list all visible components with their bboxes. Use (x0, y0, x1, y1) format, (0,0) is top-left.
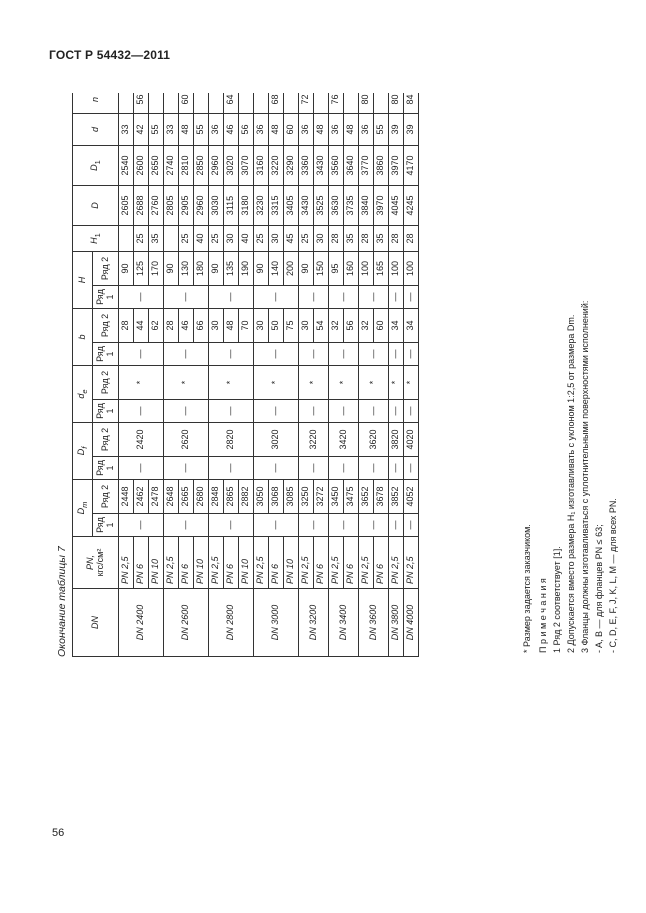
table-row (299, 93, 314, 657)
cell-h2: 200 (284, 252, 299, 286)
cell-d: 2760 (149, 186, 164, 226)
cell-b1: — (119, 343, 164, 366)
header-n: n (73, 93, 119, 114)
cell-d: 2960 (194, 186, 209, 226)
cell-df1: — (209, 457, 254, 480)
cell-b2: 50 (269, 309, 284, 343)
cell-ds: 36 (209, 114, 224, 146)
cell-b2: 56 (344, 309, 359, 343)
header-pn: PN, кгс/см² (73, 537, 119, 589)
cell-d1: 3770 (359, 146, 374, 186)
cell-n (344, 93, 359, 114)
cell-pn: PN 2,5 (209, 537, 224, 589)
cell-h1v: — (164, 286, 209, 309)
cell-d1: 3970 (389, 146, 404, 186)
cell-dm2: 3272 (314, 480, 329, 514)
cell-n: 60 (179, 93, 194, 114)
cell-de1: — (404, 400, 419, 423)
cell-d1: 2600 (134, 146, 149, 186)
cell-df2: 2620 (164, 423, 209, 457)
cell-df1: — (359, 457, 389, 480)
header-d: D (73, 186, 119, 226)
cell-h2: 170 (149, 252, 164, 286)
cell-n: 80 (389, 93, 404, 114)
cell-h2: 95 (329, 252, 344, 286)
cell-de1: — (254, 400, 299, 423)
cell-pn: PN 2,5 (359, 537, 374, 589)
cell-b2: 60 (374, 309, 389, 343)
cell-ds: 55 (194, 114, 209, 146)
cell-n: 80 (359, 93, 374, 114)
cell-de1: — (329, 400, 359, 423)
table-row (209, 93, 224, 657)
cell-dm2: 3068 (269, 480, 284, 514)
cell-df1: — (389, 457, 404, 480)
cell-ds: 48 (314, 114, 329, 146)
cell-dm2: 2680 (194, 480, 209, 514)
cell-dn: DN 3600 (359, 589, 389, 657)
cell-de1: — (389, 400, 404, 423)
cell-pn: PN 2,5 (164, 537, 179, 589)
subheader-b-row2: Ряд 2 (93, 309, 119, 343)
cell-hh1: 25 (179, 226, 194, 252)
cell-ds: 36 (329, 114, 344, 146)
subheader-dm-row1: Ряд 1 (93, 514, 119, 537)
cell-h2: 100 (404, 252, 419, 286)
cell-b2: 44 (134, 309, 149, 343)
cell-dn: DN 2400 (119, 589, 164, 657)
cell-dn: DN 2600 (164, 589, 209, 657)
cell-de1: — (299, 400, 329, 423)
cell-h2: 90 (119, 252, 134, 286)
table-row (359, 93, 374, 657)
header-d-small: d (73, 114, 119, 146)
cell-de2: * (164, 366, 209, 400)
rotated-table-region (56, 93, 630, 827)
cell-dm2: 3852 (389, 480, 404, 514)
cell-ds: 36 (299, 114, 314, 146)
cell-b2: 75 (284, 309, 299, 343)
cell-b2: 30 (299, 309, 314, 343)
cell-dm1: — (254, 514, 299, 537)
cell-d1: 2740 (164, 146, 179, 186)
cell-dn: DN 3400 (329, 589, 359, 657)
cell-n (314, 93, 329, 114)
cell-d1: 3640 (344, 146, 359, 186)
cell-hh1: 35 (344, 226, 359, 252)
cell-hh1: 35 (374, 226, 389, 252)
cell-dm1: — (404, 514, 419, 537)
cell-b2: 34 (404, 309, 419, 343)
table-row (404, 93, 419, 657)
table-row (329, 93, 344, 657)
cell-h2: 160 (344, 252, 359, 286)
cell-dn: DN 2800 (209, 589, 254, 657)
cell-pn: PN 10 (239, 537, 254, 589)
cell-df2: 2420 (119, 423, 164, 457)
cell-d: 3735 (344, 186, 359, 226)
note-5: - C, D, E, F, J, K, L, M — для всех PN. (608, 498, 618, 653)
cell-hh1: 28 (389, 226, 404, 252)
cell-dm1: — (119, 514, 164, 537)
cell-h1v: — (329, 286, 359, 309)
cell-hh1: 28 (359, 226, 374, 252)
cell-b2: 30 (254, 309, 269, 343)
cell-d: 4045 (389, 186, 404, 226)
cell-df2: 3420 (329, 423, 359, 457)
cell-hh1: 30 (224, 226, 239, 252)
cell-pn: PN 10 (194, 537, 209, 589)
cell-hh1 (119, 226, 134, 252)
header-d1: $D_1$ (73, 146, 119, 186)
cell-d1: 2810 (179, 146, 194, 186)
cell-ds: 55 (374, 114, 389, 146)
header-h: H (73, 252, 93, 309)
cell-hh1: 25 (209, 226, 224, 252)
cell-b2: 62 (149, 309, 164, 343)
cell-dm2: 3678 (374, 480, 389, 514)
cell-dm2: 2478 (149, 480, 164, 514)
header-b: b (73, 309, 93, 366)
cell-h2: 90 (209, 252, 224, 286)
cell-ds: 36 (254, 114, 269, 146)
cell-de1: — (359, 400, 389, 423)
notes-block (520, 301, 620, 653)
cell-dm1: — (389, 514, 404, 537)
cell-pn: PN 2,5 (299, 537, 314, 589)
cell-n: 72 (299, 93, 314, 114)
cell-d1: 3290 (284, 146, 299, 186)
cell-hh1: 40 (239, 226, 254, 252)
cell-n: 84 (404, 93, 419, 114)
subheader-df-row1: Ряд 1 (93, 457, 119, 480)
subheader-df-row2: Ряд 2 (93, 423, 119, 457)
cell-df2: 4020 (404, 423, 419, 457)
subheader-b-row1: Ряд 1 (93, 343, 119, 366)
cell-ds: 60 (284, 114, 299, 146)
cell-pn: PN 6 (179, 537, 194, 589)
cell-h1v: — (389, 286, 404, 309)
cell-df2: 3620 (359, 423, 389, 457)
cell-d1: 3070 (239, 146, 254, 186)
subheader-h-row2: Ряд 2 (93, 252, 119, 286)
cell-h2: 130 (179, 252, 194, 286)
cell-pn: PN 6 (224, 537, 239, 589)
cell-dm2: 2462 (134, 480, 149, 514)
cell-d1: 3360 (299, 146, 314, 186)
cell-dm2: 2648 (164, 480, 179, 514)
cell-h2: 180 (194, 252, 209, 286)
cell-pn: PN 2,5 (404, 537, 419, 589)
cell-b1: — (404, 343, 419, 366)
cell-b1: — (254, 343, 299, 366)
cell-n (254, 93, 269, 114)
cell-b1: — (164, 343, 209, 366)
table-row (254, 93, 269, 657)
cell-df2: 3820 (389, 423, 404, 457)
cell-dm2: 2448 (119, 480, 134, 514)
cell-ds: 42 (134, 114, 149, 146)
cell-b2: 48 (224, 309, 239, 343)
note-4: - A, B — для фланцев PN ≤ 63; (594, 524, 604, 653)
cell-d1: 2540 (119, 146, 134, 186)
cell-dm2: 2665 (179, 480, 194, 514)
cell-b1: — (329, 343, 359, 366)
cell-d1: 3560 (329, 146, 344, 186)
cell-n (284, 93, 299, 114)
cell-d1: 2960 (209, 146, 224, 186)
table-row (119, 93, 134, 657)
cell-pn: PN 10 (284, 537, 299, 589)
cell-d: 2805 (164, 186, 179, 226)
note-1: 1 Ряд 2 соответствует [1]. (552, 546, 562, 653)
cell-ds: 48 (269, 114, 284, 146)
cell-d: 2688 (134, 186, 149, 226)
cell-de2: * (359, 366, 389, 400)
page-number: 56 (52, 827, 65, 839)
cell-d: 3405 (284, 186, 299, 226)
cell-d: 3180 (239, 186, 254, 226)
cell-n: 64 (224, 93, 239, 114)
cell-h1v: — (254, 286, 299, 309)
cell-df2: 3220 (299, 423, 329, 457)
cell-b1: — (209, 343, 254, 366)
cell-hh1: 35 (149, 226, 164, 252)
cell-dm2: 2865 (224, 480, 239, 514)
cell-d: 3430 (299, 186, 314, 226)
cell-n (239, 93, 254, 114)
cell-d: 2605 (119, 186, 134, 226)
cell-hh1: 40 (194, 226, 209, 252)
cell-d1: 3220 (269, 146, 284, 186)
cell-dm2: 3450 (329, 480, 344, 514)
cell-b2: 66 (194, 309, 209, 343)
cell-df1: — (404, 457, 419, 480)
table-row (164, 93, 179, 657)
cell-n (164, 93, 179, 114)
cell-ds: 56 (239, 114, 254, 146)
cell-b2: 34 (389, 309, 404, 343)
cell-de2: * (299, 366, 329, 400)
cell-d: 3525 (314, 186, 329, 226)
cell-ds: 36 (359, 114, 374, 146)
cell-de1: — (209, 400, 254, 423)
cell-d: 3230 (254, 186, 269, 226)
cell-b1: — (359, 343, 389, 366)
document-header: ГОСТ Р 54432—2011 (49, 48, 171, 62)
cell-df1: — (164, 457, 209, 480)
cell-df1: — (329, 457, 359, 480)
cell-hh1: 25 (134, 226, 149, 252)
cell-de2: * (254, 366, 299, 400)
cell-b2: 28 (119, 309, 134, 343)
header-df: $D_f$ (73, 423, 93, 480)
cell-pn: PN 2,5 (389, 537, 404, 589)
cell-d1: 3860 (374, 146, 389, 186)
cell-b2: 32 (359, 309, 374, 343)
cell-h2: 135 (224, 252, 239, 286)
cell-d: 3630 (329, 186, 344, 226)
cell-b2: 30 (209, 309, 224, 343)
cell-pn: PN 6 (344, 537, 359, 589)
cell-n: 56 (134, 93, 149, 114)
cell-de1: — (164, 400, 209, 423)
header-dm: $D_m$ (73, 480, 93, 537)
cell-d: 3030 (209, 186, 224, 226)
cell-de2: * (209, 366, 254, 400)
cell-d1: 3020 (224, 146, 239, 186)
note-2: 2 Допускается вместо размера H₁ изготавливать с уклоном 1:2,5 от размера Dm. (566, 314, 576, 653)
cell-pn: PN 10 (149, 537, 164, 589)
cell-de2: * (389, 366, 404, 400)
subheader-h-row1: Ряд 1 (93, 286, 119, 309)
cell-dm2: 3050 (254, 480, 269, 514)
cell-dm1: — (164, 514, 209, 537)
cell-h2: 190 (239, 252, 254, 286)
cell-dm2: 3475 (344, 480, 359, 514)
cell-pn: PN 6 (134, 537, 149, 589)
header-h1: $H_1$ (73, 226, 119, 252)
cell-d: 3840 (359, 186, 374, 226)
cell-hh1: 28 (329, 226, 344, 252)
cell-h2: 100 (389, 252, 404, 286)
cell-dm1: — (359, 514, 389, 537)
header-dn: DN (73, 589, 119, 657)
subheader-de-row1: Ряд 1 (93, 400, 119, 423)
cell-d1: 2650 (149, 146, 164, 186)
header-de: $d_e$ (73, 366, 93, 423)
cell-h1v: — (404, 286, 419, 309)
cell-b1: — (299, 343, 329, 366)
cell-b2: 46 (179, 309, 194, 343)
cell-n (149, 93, 164, 114)
cell-h1v: — (299, 286, 329, 309)
cell-ds: 48 (344, 114, 359, 146)
cell-d: 3970 (374, 186, 389, 226)
cell-n: 68 (269, 93, 284, 114)
cell-dn: DN 3000 (254, 589, 299, 657)
cell-ds: 39 (404, 114, 419, 146)
cell-pn: PN 6 (269, 537, 284, 589)
cell-d: 4245 (404, 186, 419, 226)
cell-de2: * (119, 366, 164, 400)
cell-d1: 4170 (404, 146, 419, 186)
cell-n (119, 93, 134, 114)
cell-b1: — (389, 343, 404, 366)
cell-df1: — (119, 457, 164, 480)
cell-hh1: 28 (404, 226, 419, 252)
cell-h2: 165 (374, 252, 389, 286)
cell-dm2: 4052 (404, 480, 419, 514)
cell-h1v: — (359, 286, 389, 309)
cell-ds: 48 (179, 114, 194, 146)
cell-pn: PN 2,5 (329, 537, 344, 589)
cell-b2: 32 (329, 309, 344, 343)
cell-hh1: 30 (314, 226, 329, 252)
flange-dimensions-table (72, 93, 419, 657)
cell-h2: 150 (314, 252, 329, 286)
cell-dm1: — (209, 514, 254, 537)
cell-n (209, 93, 224, 114)
cell-dn: DN 4000 (404, 589, 419, 657)
table-caption: Окончание таблицы 7 (56, 546, 68, 657)
cell-d1: 3430 (314, 146, 329, 186)
cell-dm2: 3085 (284, 480, 299, 514)
cell-h2: 100 (359, 252, 374, 286)
cell-h1v: — (209, 286, 254, 309)
cell-df1: — (299, 457, 329, 480)
cell-d: 3115 (224, 186, 239, 226)
cell-n (194, 93, 209, 114)
cell-b2: 54 (314, 309, 329, 343)
cell-h1v: — (119, 286, 164, 309)
cell-dn: DN 3200 (299, 589, 329, 657)
cell-pn: PN 2,5 (119, 537, 134, 589)
cell-dm2: 3250 (299, 480, 314, 514)
cell-ds: 33 (164, 114, 179, 146)
cell-ds: 55 (149, 114, 164, 146)
cell-de1: — (119, 400, 164, 423)
cell-dm1: — (329, 514, 359, 537)
cell-h2: 90 (164, 252, 179, 286)
cell-hh1: 25 (299, 226, 314, 252)
cell-dm2: 2848 (209, 480, 224, 514)
cell-hh1: 25 (254, 226, 269, 252)
table-row (389, 93, 404, 657)
cell-dm2: 3652 (359, 480, 374, 514)
cell-h2: 125 (134, 252, 149, 286)
cell-df2: 3020 (254, 423, 299, 457)
footnote: * Размер задается заказчиком. (522, 524, 532, 653)
subheader-dm-row2: Ряд 2 (93, 480, 119, 514)
cell-df1: — (254, 457, 299, 480)
cell-dm1: — (299, 514, 329, 537)
cell-d1: 2850 (194, 146, 209, 186)
cell-h2: 140 (269, 252, 284, 286)
table-body (119, 93, 419, 657)
cell-d: 2905 (179, 186, 194, 226)
cell-hh1: 45 (284, 226, 299, 252)
cell-pn: PN 6 (314, 537, 329, 589)
cell-dn: DN 3800 (389, 589, 404, 657)
cell-b2: 70 (239, 309, 254, 343)
cell-df2: 2820 (209, 423, 254, 457)
subheader-de-row2: Ряд 2 (93, 366, 119, 400)
cell-ds: 39 (389, 114, 404, 146)
cell-de2: * (404, 366, 419, 400)
note-3: 3 Фланцы должны изготавливаться с уплотнительными поверхностями исполнений: (580, 300, 590, 653)
cell-d1: 3160 (254, 146, 269, 186)
cell-pn: PN 2,5 (254, 537, 269, 589)
cell-de2: * (329, 366, 359, 400)
notes-title: П р и м е ч а н и я (538, 578, 548, 653)
cell-d: 3315 (269, 186, 284, 226)
cell-pn: PN 6 (374, 537, 389, 589)
cell-h2: 90 (299, 252, 314, 286)
cell-h2: 90 (254, 252, 269, 286)
cell-n: 76 (329, 93, 344, 114)
cell-n (374, 93, 389, 114)
cell-ds: 33 (119, 114, 134, 146)
rotated-content (56, 93, 630, 667)
cell-dm2: 2882 (239, 480, 254, 514)
cell-ds: 46 (224, 114, 239, 146)
cell-hh1 (164, 226, 179, 252)
cell-hh1: 30 (269, 226, 284, 252)
cell-b2: 28 (164, 309, 179, 343)
